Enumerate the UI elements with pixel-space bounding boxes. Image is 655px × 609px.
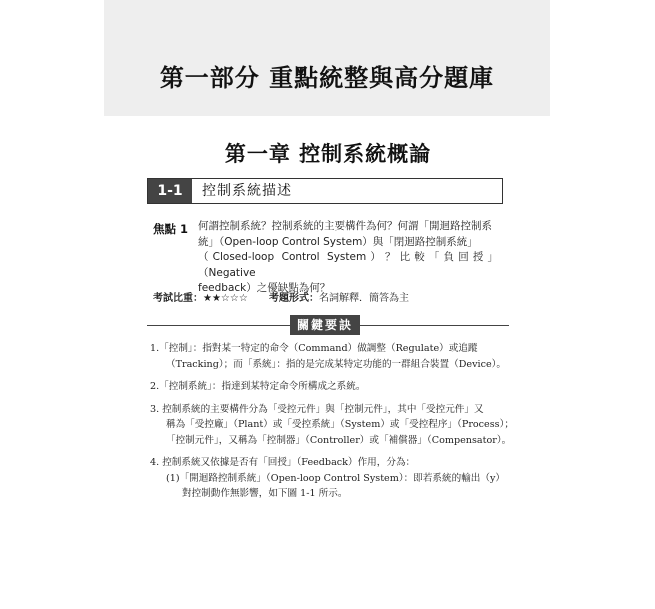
- section-title: 控制系統描述: [202, 183, 292, 199]
- format-label: 考題形式：: [269, 293, 320, 304]
- section-number: 1-1: [148, 179, 192, 203]
- key-point: [150, 455, 512, 502]
- key-point-line: （Tracking）；而「系統」：指的是完成某特定功能的一群組合裝置（Device）。: [166, 358, 507, 370]
- section-heading: [147, 178, 503, 204]
- key-points-list: [150, 341, 512, 509]
- chapter-title: 第一章 控制系統概論: [224, 142, 432, 166]
- focus-line: 統」（Open-loop Control System）與「閉迴路控制系統」: [198, 235, 478, 248]
- focus-line: feedback）之優缺點為何？: [198, 282, 331, 294]
- key-point-line: 「控制元件」，又稱為「控制器」（Controller）或「補償器」（Compensator）。: [166, 434, 512, 446]
- rating-label: 考試比重：: [153, 293, 203, 304]
- focus-line: 何謂控制系統？控制系統的主要構件為何？何謂「開迴路控制系: [198, 220, 492, 232]
- key-point: [150, 402, 512, 449]
- focus-question: [198, 219, 498, 297]
- focus-label: 焦點 1: [153, 222, 189, 236]
- key-point-line: 2.「控制系統」：指達到某特定命令所構成之系統。: [150, 381, 366, 392]
- key-point-line: 稱為「受控廠」（Plant）或「受控系統」（System）或「受控程序」（Process）；: [166, 419, 514, 430]
- key-point-line: 1.「控制」：指對某一特定的命令（Command）做調整（Regulate）或追蹤: [150, 343, 478, 354]
- key-point-line: (1)「開迴路控制系統」（Open-loop Control System）：即若系統的輸出（y）: [166, 472, 505, 484]
- rating-stars: ★★☆☆☆: [203, 293, 248, 304]
- key-point-line: 3. 控制系統的主要構件分為「受控元件」與「控制元件」，其中「受控元件」又: [150, 403, 484, 415]
- key-point: [150, 379, 512, 395]
- key-point-line: 對控制動作無影響，如下圖 1-1 所示。: [182, 488, 348, 499]
- key-points-badge: 關鍵要訣: [290, 315, 360, 335]
- exam-meta: [153, 289, 409, 304]
- key-point: [150, 341, 512, 372]
- key-point-line: 4. 控制系統又依據是否有「回授」（Feedback）作用，分為：: [150, 457, 416, 468]
- focus-line: （Closed-loop Control System）？比較「負回授」（Negative: [198, 251, 498, 279]
- part-title: 第一部分 重點統整與高分題庫: [159, 64, 495, 92]
- format-value: 名詞解釋．簡答為主: [319, 293, 410, 304]
